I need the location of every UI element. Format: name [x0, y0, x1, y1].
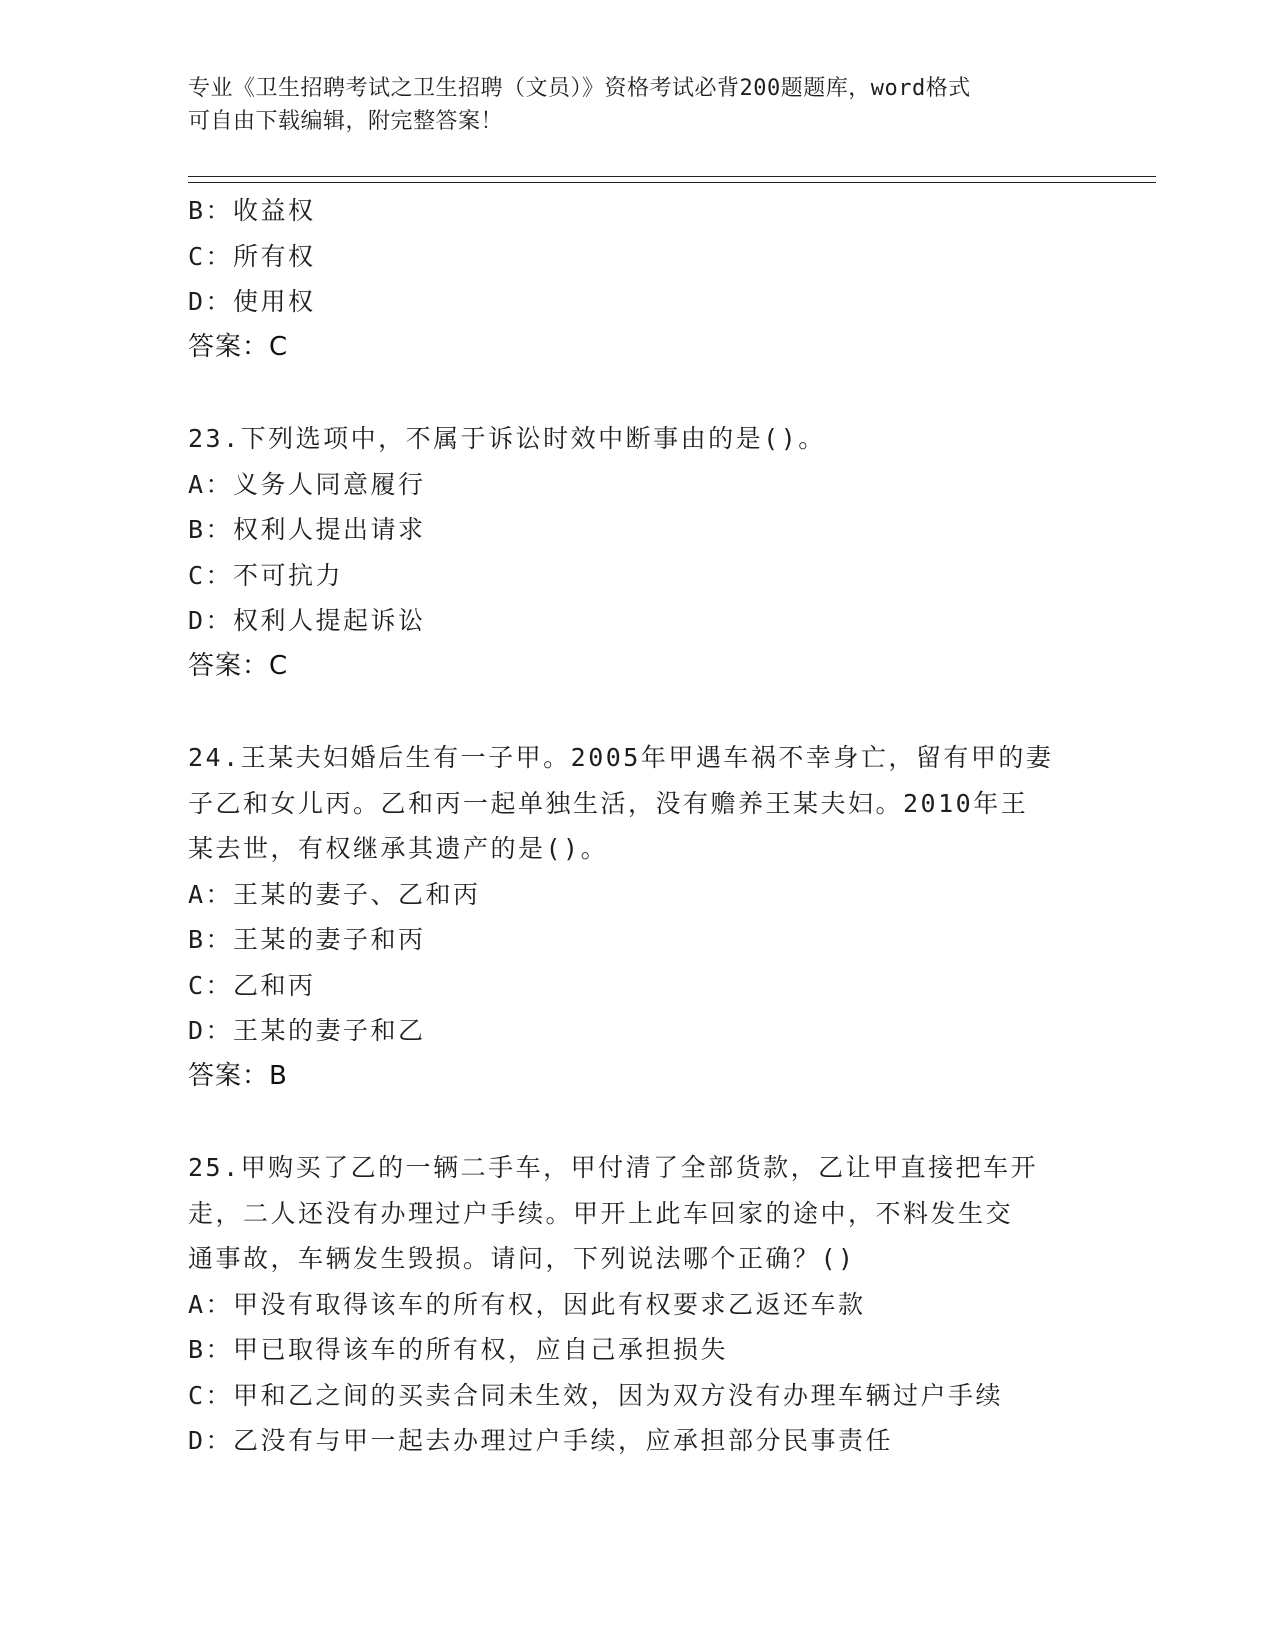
question-text-line: 通事故，车辆发生毁损。请问，下列说法哪个正确？() [188, 1244, 856, 1273]
option-c: C：所有权 [188, 241, 316, 271]
header-line-1: 专业《卫生招聘考试之卫生招聘（文员）》资格考试必背200题题库，word格式 [188, 76, 971, 101]
answer-line: 答案：B [188, 1060, 288, 1091]
option-a: A：王某的妻子、乙和丙 [188, 879, 481, 909]
option-a: A：甲没有取得该车的所有权，因此有权要求乙返还车款 [188, 1289, 866, 1319]
option-c: C：不可抗力 [188, 560, 344, 590]
question-text-line: 24.王某夫妇婚后生有一子甲。2005年甲遇车祸不幸身亡，留有甲的妻 [188, 743, 1054, 772]
answer-line: 答案：C [188, 650, 289, 681]
question-25 [188, 1145, 1148, 1464]
answer-line: 答案：C [188, 331, 289, 362]
question-23 [188, 416, 1148, 689]
header-divider-bottom [188, 182, 1156, 183]
question-content [188, 188, 1148, 1464]
header-divider-top [188, 176, 1156, 177]
spacer [188, 370, 1148, 416]
option-d: D：乙没有与甲一起去办理过户手续，应承担部分民事责任 [188, 1426, 894, 1455]
question-text-line: 走，二人还没有办理过户手续。甲开上此车回家的途中，不料发生交 [188, 1198, 1014, 1228]
question-text-line: 23.下列选项中，不属于诉讼时效中断事由的是()。 [188, 424, 826, 453]
option-b: B：王某的妻子和丙 [188, 925, 426, 954]
question-text-line: 子乙和女儿丙。乙和丙一起单独生活，没有赡养王某夫妇。2010年王 [188, 788, 1029, 818]
option-b: B：收益权 [188, 196, 316, 225]
spacer [188, 1099, 1148, 1145]
question-text-line: 25.甲购买了乙的一辆二手车，甲付清了全部货款，乙让甲直接把车开 [188, 1153, 1039, 1182]
option-c: C：甲和乙之间的买卖合同未生效，因为双方没有办理车辆过户手续 [188, 1380, 1004, 1410]
option-d: D：使用权 [188, 287, 316, 316]
header-line-2: 可自由下载编辑，附完整答案！ [188, 109, 504, 134]
option-a: A：义务人同意履行 [188, 469, 426, 499]
document-header [188, 72, 1088, 138]
question-22-continuation [188, 188, 1148, 370]
spacer [188, 689, 1148, 735]
option-d: D：王某的妻子和乙 [188, 1016, 426, 1045]
question-text-line: 某去世，有权继承其遗产的是()。 [188, 834, 609, 863]
option-b: B：甲已取得该车的所有权，应自己承担损失 [188, 1335, 729, 1364]
option-c: C：乙和丙 [188, 970, 316, 1000]
option-b: B：权利人提出请求 [188, 515, 426, 544]
question-24 [188, 735, 1148, 1099]
option-d: D：权利人提起诉讼 [188, 606, 426, 635]
